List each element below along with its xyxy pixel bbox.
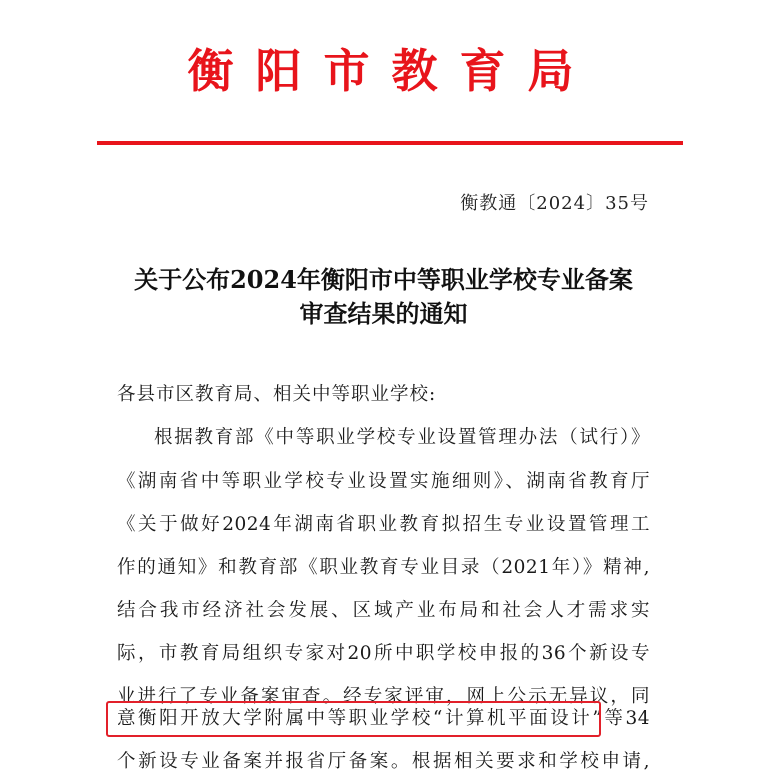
body-line: 《关于做好2024年湖南省职业教育拟招生专业设置管理工 <box>117 514 650 535</box>
body-line-highlighted: 意衡阳开放大学附属中等职业学校“计算机平面设计”等34 <box>117 708 650 729</box>
body-line: 业进行了专业备案审查。经专家评审，网上公示无异议，同 <box>117 686 650 707</box>
highlight-annotation-box <box>106 701 601 737</box>
document-number: 衡教通〔2024〕35号 <box>460 193 649 214</box>
body-line: 《湖南省中等职业学校专业设置实施细则》、湖南省教育厅 <box>117 471 650 492</box>
document-title-line-2: 审查结果的通知 <box>299 299 468 328</box>
body-line: 作的通知》和教育部《职业教育专业目录（2021年）》精神, <box>117 557 650 578</box>
salutation: 各县市区教育局、相关中等职业学校: <box>117 384 437 405</box>
body-line: 根据教育部《中等职业学校专业设置管理办法（试行）》 <box>154 427 650 448</box>
body-line: 际，市教育局组织专家对20所中职学校申报的36个新设专 <box>117 643 650 664</box>
document-title-line-1: 关于公布2024年衡阳市中等职业学校专业备案 <box>134 265 633 294</box>
masthead-title: 衡阳市教育局 <box>187 44 596 98</box>
body-line: 结合我市经济社会发展、区域产业布局和社会人才需求实 <box>117 600 650 621</box>
document-title <box>0 263 767 331</box>
masthead-red-rule <box>97 141 683 145</box>
body-line: 个新设专业备案并报省厅备案。根据相关要求和学校申请, <box>117 751 650 772</box>
